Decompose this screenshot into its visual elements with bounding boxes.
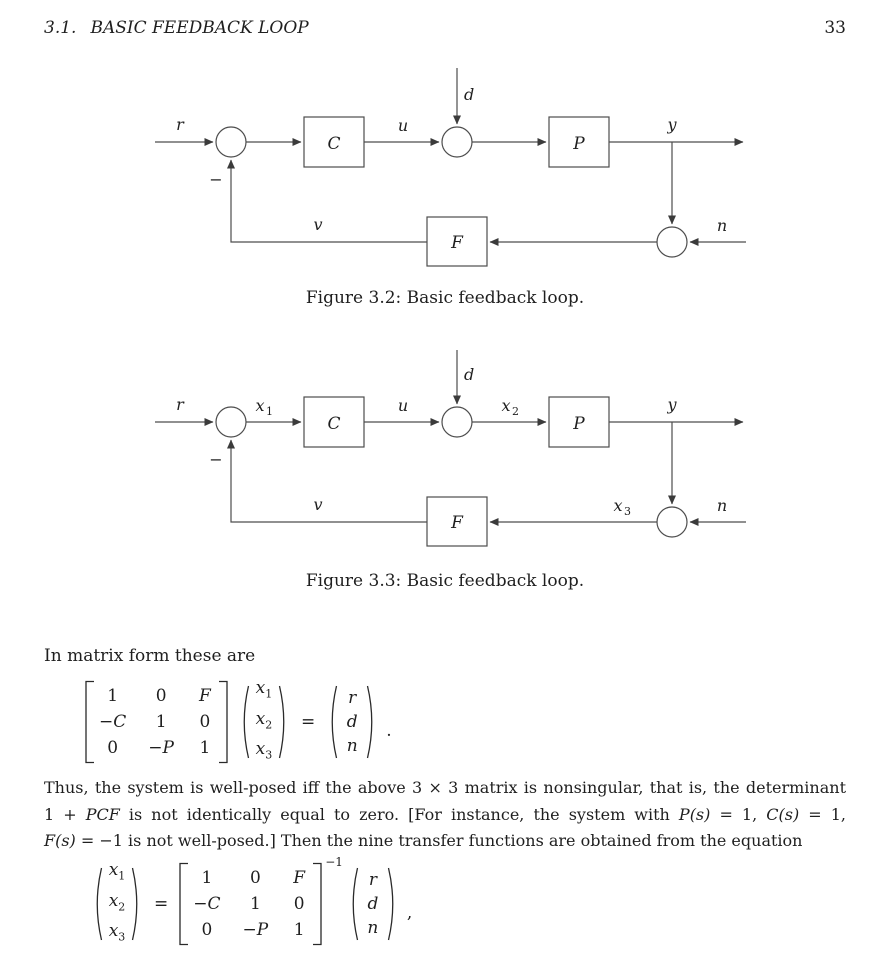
- signal-r-label: r: [176, 395, 184, 414]
- matrix-cell: 0: [293, 894, 305, 914]
- matrix-cell: 0: [107, 738, 119, 758]
- vector-cell: n: [367, 918, 379, 938]
- body-paragraph: [44, 775, 846, 855]
- sensor-label: F: [451, 513, 463, 533]
- x2-base: x: [255, 708, 266, 729]
- page-number: 33: [824, 18, 846, 38]
- vector-cell: [107, 860, 127, 886]
- signal-v-label: v: [313, 495, 323, 514]
- controller-label: C: [327, 414, 341, 434]
- system-matrix: [99, 685, 214, 759]
- x1-base: x: [255, 678, 266, 699]
- matrix-cell: 1: [155, 712, 167, 732]
- signal-y-label: y: [667, 115, 677, 134]
- equals-sign: =: [300, 712, 316, 732]
- summing-junction-3: [657, 227, 687, 257]
- intro-text: In matrix form these are: [44, 646, 256, 666]
- matrix-cell: −C: [99, 712, 127, 732]
- section-number: 3.1.: [44, 18, 77, 38]
- x1-base: x: [108, 860, 119, 881]
- equation-punctuation: .: [386, 721, 392, 741]
- vector-cell: d: [346, 712, 358, 732]
- figure-33-caption: Figure 3.3: Basic feedback loop.: [305, 571, 585, 591]
- rhs-vector: [342, 688, 362, 756]
- summing-junction-2: [442, 407, 472, 437]
- state-vector: [254, 678, 274, 765]
- signal-y-label: y: [667, 395, 677, 414]
- vector-cell: d: [367, 894, 379, 914]
- x2-subscript: 2: [118, 900, 126, 914]
- right-paren: [277, 684, 291, 760]
- vector-cell: [107, 921, 127, 947]
- vector-cell: [107, 891, 127, 917]
- vector-cell: r: [348, 688, 357, 708]
- left-square-bracket: [178, 862, 189, 946]
- signal-u-label: u: [397, 116, 409, 135]
- matrix-cell: 0: [155, 686, 167, 706]
- matrix-cell: 0: [249, 868, 261, 888]
- x3-base: x: [255, 739, 266, 760]
- signal-x3-label: x: [613, 496, 623, 515]
- matrix-cell: −P: [148, 738, 174, 758]
- left-paren: [325, 684, 339, 760]
- x2-subscript: 2: [265, 718, 273, 732]
- rhs-vector: [363, 870, 383, 938]
- matrix-cell: −P: [242, 920, 269, 940]
- signal-d-label: d: [464, 85, 475, 104]
- matrix-cell: F: [199, 686, 211, 706]
- summing-junction-1: [216, 407, 246, 437]
- minus-sign: −: [209, 450, 223, 469]
- x2-base: x: [108, 890, 119, 911]
- x3-subscript: 3: [118, 930, 126, 944]
- section-title: BASIC FEEDBACK LOOP: [90, 18, 309, 38]
- right-paren: [130, 866, 144, 942]
- right-square-bracket: [312, 862, 323, 946]
- matrix-cell: F: [293, 868, 306, 888]
- sensor-label: F: [451, 233, 463, 253]
- signal-n-label: n: [716, 216, 728, 235]
- x1-subscript: 1: [265, 687, 273, 701]
- signal-u-label: u: [397, 396, 409, 415]
- signal-v-label: v: [313, 215, 323, 234]
- feedback-v-line: [231, 160, 427, 242]
- vector-cell: r: [368, 870, 377, 890]
- matrix-cell: 1: [199, 738, 211, 758]
- signal-x1-label: x: [255, 396, 265, 415]
- x1-subscript: 1: [118, 869, 126, 883]
- state-vector: [107, 860, 127, 947]
- paragraph-line: Thus, the system is well-posed iff the above 3 × 3 matrix is nonsingular, that is, the determinant: [44, 778, 846, 797]
- summing-junction-1: [216, 127, 246, 157]
- equation-punctuation: ,: [406, 903, 413, 923]
- system-matrix: [193, 867, 308, 941]
- vector-cell: [254, 678, 274, 704]
- matrix-cell: 1: [293, 920, 305, 940]
- matrix-cell: 1: [201, 868, 213, 888]
- equals-sign: =: [154, 894, 169, 914]
- matrix-equation-2: [90, 855, 413, 950]
- left-paren: [237, 684, 251, 760]
- summing-junction-2: [442, 127, 472, 157]
- matrix-cell: −C: [193, 894, 221, 914]
- left-square-bracket: [84, 680, 95, 764]
- vector-cell: [254, 739, 274, 765]
- signal-x3-subscript: 3: [624, 505, 631, 518]
- matrix-cell: 0: [199, 712, 211, 732]
- paragraph-line: 1 + PCF is not identically equal to zero. [For instance, the system with P(s) = 1, C(s) = 1,: [44, 804, 847, 824]
- matrix-cell: 1: [107, 686, 119, 706]
- feedback-v-line: [231, 440, 427, 522]
- right-paren: [386, 866, 400, 942]
- signal-d-label: d: [464, 365, 475, 384]
- left-paren: [90, 866, 104, 942]
- matrix-cell: 0: [201, 920, 213, 940]
- paragraph-line: F(s) = −1 is not well-posed.] Then the nine transfer functions are obtained from the equation: [44, 831, 803, 850]
- right-square-bracket: [218, 680, 229, 764]
- x3-subscript: 3: [265, 748, 273, 762]
- x3-base: x: [108, 921, 119, 942]
- minus-sign: −: [209, 170, 223, 189]
- signal-x1-subscript: 1: [266, 405, 273, 418]
- figure-32-caption: Figure 3.2: Basic feedback loop.: [305, 288, 585, 308]
- inverse-exponent: −1: [325, 855, 343, 869]
- signal-x2-label: x: [501, 396, 511, 415]
- plant-label: P: [573, 414, 585, 434]
- summing-junction-3: [657, 507, 687, 537]
- right-paren: [365, 684, 379, 760]
- signal-n-label: n: [716, 496, 728, 515]
- plant-label: P: [573, 134, 585, 154]
- left-paren: [346, 866, 360, 942]
- signal-x2-subscript: 2: [512, 405, 519, 418]
- matrix-equation-1: [84, 678, 392, 766]
- vector-cell: [254, 709, 274, 735]
- matrix-cell: 1: [249, 894, 261, 914]
- vector-cell: n: [346, 736, 358, 756]
- signal-r-label: r: [176, 115, 184, 134]
- controller-label: C: [327, 134, 341, 154]
